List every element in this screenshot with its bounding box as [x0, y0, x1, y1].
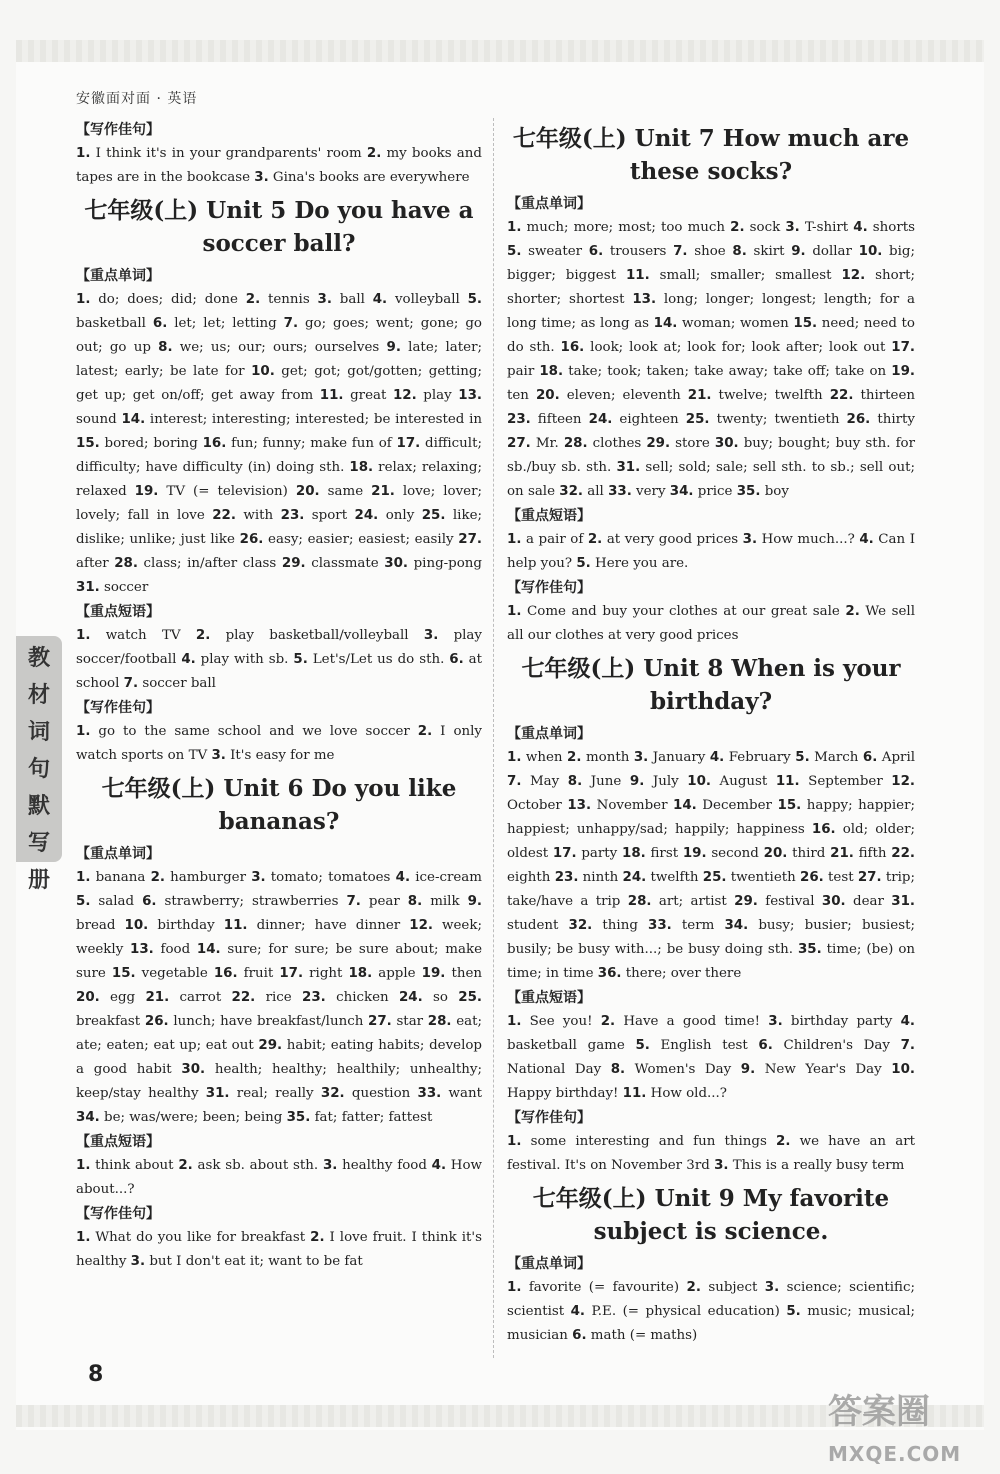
column-divider	[493, 118, 494, 1358]
watermark-logo	[828, 1392, 978, 1464]
answer-paragraph: 1. What do you like for breakfast 2. I love fruit. I think it's healthy 3. but I don't eat it; want to be fat	[76, 1230, 482, 1269]
section-heading: 【重点短语】	[76, 1134, 160, 1150]
answer-paragraph: 1. some interesting and fun things 2. we have an art festival. It's on November 3rd 3. This is a really busy term	[507, 1134, 915, 1173]
answer-paragraph: 1. a pair of 2. at very good prices 3. How much...? 4. Can I help you? 5. Here you are.	[507, 532, 915, 571]
side-tab-char: 材	[27, 683, 50, 708]
section-heading: 【重点短语】	[76, 604, 160, 620]
section-heading: 【重点单词】	[507, 726, 591, 742]
answer-paragraph: 1. banana 2. hamburger 3. tomato; tomatoes 4. ice-cream 5. salad 6. strawberry; strawberries 7. pear 8. milk 9. bread 10. birthday 11. dinner; have dinner 12. week; weekly 13. food 14. sure; for sure; be sure about; make sure 15. vegetable 16. fruit 17. right 18. apple 19. then 20. egg 21. carrot 22. rice 23. chicken 24. so 25. breakfast 26. lunch; have breakfast/lunch 27. star 28. eat; ate; eaten; eat up; eat out 29. habit; eating habits; develop a good habit 30. health; healthy; healthily; unhealthy; keep/stay healthy 31. real; really 32. question 33. want 34. be; was/were; been; being 35. fat; fatter; fattest	[76, 870, 483, 1125]
side-tab-char: 句	[27, 757, 50, 782]
unit-title: 七年级(上) Unit 5 Do you have a soccer ball?	[84, 197, 474, 257]
side-tab-char: 册	[27, 868, 50, 893]
side-tab-char: 默	[27, 794, 50, 819]
unit-title: 七年级(上) Unit 8 When is your birthday?	[521, 655, 901, 715]
watermark-url: MXQE.COM	[828, 1442, 962, 1466]
side-tab-char: 词	[27, 720, 50, 745]
left-column	[76, 118, 482, 1274]
section-heading: 【重点单词】	[507, 196, 591, 212]
answer-paragraph: 1. See you! 2. Have a good time! 3. birthday party 4. basketball game 5. English test 6. Children's Day 7. National Day 8. Women's Day 9. New Year's Day 10. Happy birthday! 11. How old...?	[507, 1014, 915, 1101]
side-tab-label	[16, 636, 62, 893]
side-tab-char: 教	[27, 646, 50, 671]
section-heading: 【写作佳句】	[507, 580, 591, 596]
section-heading: 【重点单词】	[76, 846, 160, 862]
answer-paragraph: 1. I think it's in your grandparents' room 2. my books and tapes are in the bookcase 3. Gina's books are everywhere	[76, 146, 482, 185]
unit-title: 七年级(上) Unit 7 How much are these socks?	[512, 125, 910, 185]
section-heading: 【重点单词】	[507, 1256, 591, 1272]
section-heading: 【写作佳句】	[76, 700, 160, 716]
unit-title: 七年级(上) Unit 6 Do you like bananas?	[101, 775, 457, 835]
watermark-logo-text: 答案圈	[828, 1392, 930, 1432]
right-column	[507, 118, 915, 1348]
unit-title: 七年级(上) Unit 9 My favorite subject is science.	[532, 1185, 890, 1245]
answer-paragraph: 1. go to the same school and we love soccer 2. I only watch sports on TV 3. It's easy for me	[76, 724, 482, 763]
section-heading: 【写作佳句】	[507, 1110, 591, 1126]
section-heading: 【重点单词】	[76, 268, 160, 284]
section-heading: 【写作佳句】	[76, 1206, 160, 1222]
section-heading: 【写作佳句】	[76, 122, 160, 138]
answer-paragraph: 1. favorite (= favourite) 2. subject 3. science; scientific; scientist 4. P.E. (= physical education) 5. music; musical; musician 6. math (= maths)	[507, 1280, 915, 1343]
running-header: 安徽面对面 · 英语	[76, 91, 198, 107]
answer-paragraph: 1. watch TV 2. play basketball/volleyball 3. play soccer/football 4. play with sb. 5. Let's/Let us do sth. 6. at school 7. soccer ball	[76, 628, 483, 691]
page-number: 8	[88, 1362, 104, 1387]
answer-paragraph: 1. think about 2. ask sb. about sth. 3. healthy food 4. How about...?	[76, 1158, 483, 1197]
side-tab-char: 写	[27, 831, 50, 856]
answer-paragraph: 1. much; more; most; too much 2. sock 3. T-shirt 4. shorts 5. sweater 6. trousers 7. shoe 8. skirt 9. dollar 10. big; bigger; biggest 11. small; smaller; smallest 12. short; shorter; shortest 13. long; longer; longest; length; for a long time; as long as 14. woman; women 15. need; need to do sth. 16. look; look at; look for; look after; look out 17. pair 18. take; took; taken; take away; take off; take on 19. ten 20. eleven; eleventh 21. twelve; twelfth 22. thirteen 23. fifteen 24. eighteen 25. twenty; twentieth 26. thirty 27. Mr. 28. clothes 29. store 30. buy; bought; buy sth. for sb./buy sb. sth. 31. sell; sold; sale; sell sth. to sb.; sell out; on sale 32. all 33. very 34. price 35. boy	[507, 220, 916, 499]
answer-paragraph: 1. when 2. month 3. January 4. February 5. March 6. April 7. May 8. June 9. July 10. August 11. September 12. October 13. November 14. December 15. happy; happier; happiest; unhappy/sad; happily; happiness 16. old; older; oldest 17. party 18. first 19. second 20. third 21. fifth 22. eighth 23. ninth 24. twelfth 25. twentieth 26. test 27. trip; take/have a trip 28. art; artist 29. festival 30. dear 31. student 32. thing 33. term 34. busy; busier; busiest; busily; be busy with...; be busy doing sth. 35. time; (be) on time; in time 36. there; over there	[507, 750, 916, 981]
answer-paragraph: 1. Come and buy your clothes at our great sale 2. We sell all our clothes at very good prices	[507, 604, 915, 643]
section-heading: 【重点短语】	[507, 990, 591, 1006]
scan-border-top	[16, 40, 984, 62]
section-heading: 【重点短语】	[507, 508, 591, 524]
answer-paragraph: 1. do; does; did; done 2. tennis 3. ball 4. volleyball 5. basketball 6. let; let; letting 7. go; goes; went; gone; go out; go up 8. we; us; our; ours; ourselves 9. late; later; latest; early; be late for 10. get; got; got/gotten; getting; get up; get on/off; get away from 11. great 12. play 13. sound 14. interest; interesting; interested; be interested in 15. bored; boring 16. fun; funny; make fun of 17. difficult; difficulty; have difficulty (in) doing sth. 18. relax; relaxing; relaxed 19. TV (= television) 20. same 21. love; lover; lovely; fall in love 22. with 23. sport 24. only 25. like; dislike; unlike; just like 26. easy; easier; easiest; easily 27. after 28. class; in/after class 29. classmate 30. ping-pong 31. soccer	[76, 292, 483, 595]
